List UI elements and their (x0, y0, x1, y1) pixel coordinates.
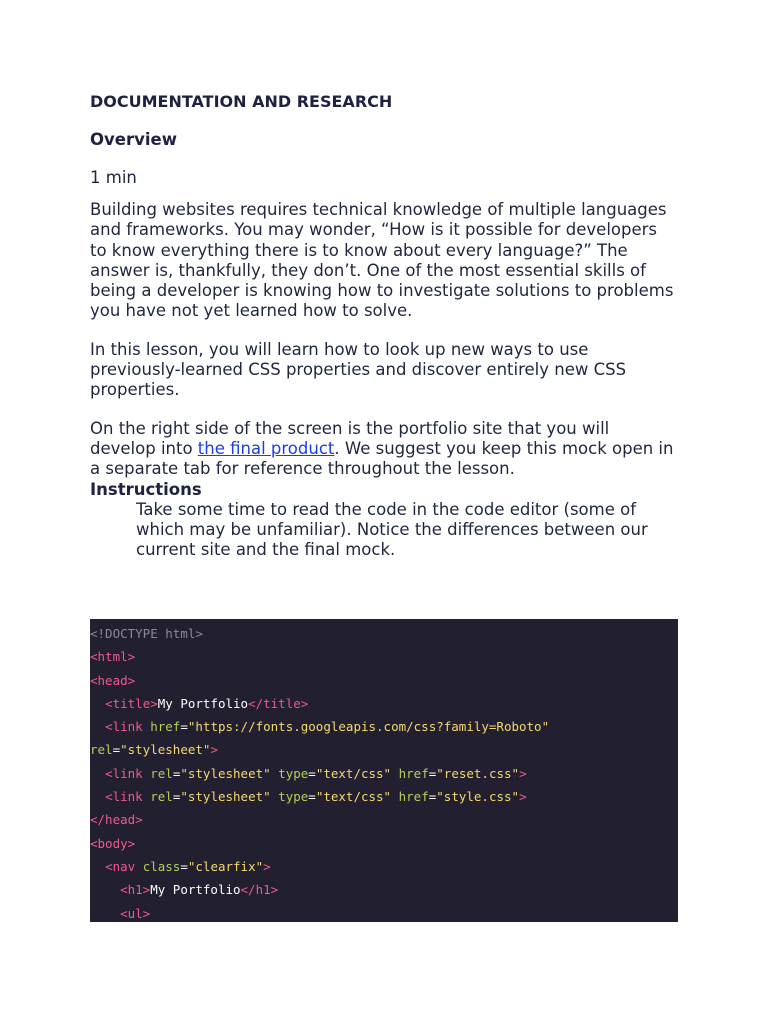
code-line (90, 808, 678, 831)
code-line (90, 715, 678, 738)
code-tag: </head> (90, 812, 143, 828)
code-tag: </h1> (240, 882, 279, 898)
code-equals: = (112, 742, 121, 758)
code-tag: <head> (90, 672, 136, 688)
code-tag: > (263, 858, 271, 874)
code-line (90, 669, 678, 692)
portfolio-paragraph-end: . We suggest you keep this mock open in a separate tab for reference throughout the lesson. (90, 438, 674, 479)
code-line: <link rel="stylesheet" type="text/css" href="reset.css"> (105, 765, 527, 781)
code-string: "text/css" (315, 765, 392, 781)
code-text: My Portfolio (157, 695, 249, 711)
code-line: <nav class="clearfix"> (105, 858, 271, 874)
code-string: "style.css" (436, 789, 520, 805)
code-tag: <title> (105, 695, 158, 711)
code-line (90, 832, 678, 855)
code-attr: rel (150, 789, 173, 805)
code-attr: class (142, 858, 181, 874)
intro-paragraph: Building websites requires technical knowledge of multiple languages and frameworks. You may wonder, “How is it possible for developers to know everything there is to know about every language?” The answer is, thankfully, they don’t. One of the most essential skills of being a developer is knowing how to investigate solutions to problems you have not yet learned how to solve. (90, 200, 674, 321)
code-attr: href (150, 719, 181, 735)
code-tag: > (519, 765, 527, 781)
code-tag: <ul> (120, 905, 151, 921)
code-text: My Portfolio (150, 882, 241, 898)
final-product-link[interactable]: the final product (197, 438, 335, 458)
code-line (90, 645, 678, 668)
code-line (90, 692, 678, 715)
code-attr: rel (90, 742, 113, 758)
code-equals: = (180, 719, 188, 735)
code-line: <link rel="stylesheet" type="text/css" href="style.css"> (105, 789, 527, 805)
code-editor-snippet (90, 619, 678, 922)
overview-heading: Overview (90, 130, 177, 149)
portfolio-paragraph (90, 419, 678, 480)
code-tag: <link (105, 719, 143, 735)
code-attr: rel (150, 765, 173, 781)
code-tag: <link (105, 789, 143, 805)
page-title: DOCUMENTATION AND RESEARCH (90, 92, 393, 111)
instruction-item: Take some time to read the code in the code editor (some of which may be unfamiliar). Notice the differences between our current site and the final mock. (136, 499, 648, 560)
code-tag: > (519, 789, 527, 805)
code-tag: <nav (105, 858, 136, 874)
code-tag: <body> (90, 835, 136, 851)
code-attr: type (278, 789, 309, 805)
code-attr: href (398, 789, 429, 805)
code-tag: <link (105, 765, 143, 781)
code-tag: <html> (90, 649, 136, 665)
lesson-content (90, 92, 678, 560)
code-string: "clearfix" (187, 858, 264, 874)
code-tag: </title> (248, 695, 309, 711)
code-string: "stylesheet" (180, 789, 271, 805)
code-attr: href (398, 765, 429, 781)
portfolio-paragraph-start: On the right side of the screen is the portfolio site that you will develop into (90, 418, 610, 458)
code-line (90, 738, 678, 761)
code-string: "reset.css" (436, 765, 520, 781)
code-line (90, 902, 678, 922)
lesson-goal-paragraph: In this lesson, you will learn how to look up new ways to use previously-learned CSS properties and discover entirely new CSS properties. (90, 339, 627, 400)
code-tag: <h1> (120, 882, 151, 898)
code-string: "text/css" (315, 789, 392, 805)
lesson-duration: 1 min (90, 168, 137, 187)
instructions-heading: Instructions (90, 479, 202, 499)
code-string: "https://fonts.googleapis.com/css?family=Roboto" (187, 719, 550, 735)
code-line (90, 622, 678, 645)
code-attr: type (278, 765, 309, 781)
code-line (90, 878, 678, 901)
code-doctype: <!DOCTYPE html> (90, 626, 203, 641)
code-string: "stylesheet" (120, 742, 211, 758)
code-string: "stylesheet" (180, 765, 271, 781)
code-tag: > (210, 742, 218, 758)
